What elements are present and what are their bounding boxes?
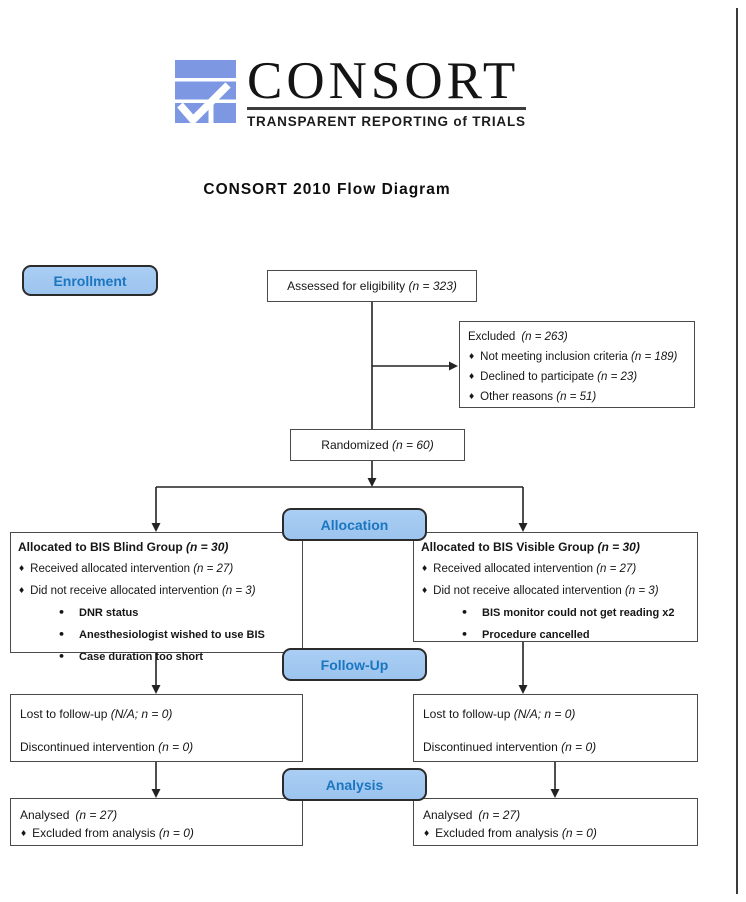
diamond-bullet-icon: ♦: [423, 829, 431, 838]
item-n: (n = 3): [624, 585, 659, 597]
analysis-item: [20, 824, 298, 843]
item-n: (n = 0): [158, 826, 194, 840]
item-n: (n = 27): [193, 563, 234, 575]
page-border: [736, 8, 738, 894]
diamond-bullet-icon: ♦: [468, 352, 476, 361]
stage-label-analysis: Analysis: [282, 768, 427, 801]
diamond-bullet-icon: ♦: [20, 829, 28, 838]
item-n: (n = 3): [221, 585, 256, 597]
followup-line: [20, 705, 298, 724]
assessed-text: Assessed for eligibility: [287, 279, 406, 293]
allocation-box-bis-visible: [413, 532, 698, 642]
group-sub-item: [18, 624, 298, 646]
group-sub-item: [421, 624, 693, 646]
item-n: (n = 0): [561, 826, 597, 840]
dot-bullet-icon: •: [461, 606, 469, 619]
consort-checkmark-icon: [175, 60, 236, 129]
allocation-box-bis-blind: [10, 532, 303, 663]
diamond-bullet-icon: ♦: [421, 586, 429, 595]
group-item: [421, 558, 693, 580]
line-text: Lost to follow-up: [20, 707, 108, 721]
item-text: Not meeting inclusion criteria: [480, 351, 628, 363]
sub-item-text: BIS monitor could not get reading x2: [482, 607, 675, 619]
diamond-bullet-icon: ♦: [468, 392, 476, 401]
item-text: Excluded from analysis: [435, 826, 559, 840]
item-n: (n = 189): [631, 351, 678, 363]
analysis-n: (n = 27): [75, 808, 118, 822]
logo-tagline: TRANSPARENT REPORTING of TRIALS: [247, 114, 526, 129]
excluded-title: Excluded: [468, 331, 516, 343]
analysis-box-left: [10, 798, 303, 846]
item-text: Received allocated intervention: [433, 563, 593, 575]
followup-box-left: [10, 694, 303, 762]
excluded-item: [468, 387, 690, 407]
stage-label-follow-up: Follow-Up: [282, 648, 427, 681]
diamond-bullet-icon: ♦: [468, 372, 476, 381]
dot-bullet-icon: •: [58, 650, 66, 663]
logo-wordmark: CONSORT: [247, 60, 526, 110]
analysis-title: Analysed: [20, 808, 70, 822]
item-text: Other reasons: [480, 391, 554, 403]
dot-bullet-icon: •: [58, 606, 66, 619]
stage-label-enrollment: Enrollment: [22, 265, 158, 296]
line-n: (N/A; n = 0): [513, 707, 576, 721]
analysis-n: (n = 27): [478, 808, 521, 822]
item-n: (n = 23): [597, 371, 638, 383]
group-title-row: [421, 537, 693, 558]
sub-item-text: Case duration too short: [79, 651, 204, 663]
excluded-title-row: [468, 328, 690, 347]
group-title: Allocated to BIS Blind Group: [18, 540, 183, 554]
line-n: (n = 0): [158, 740, 194, 754]
randomized-text: Randomized: [321, 438, 389, 452]
analysis-title-row: [20, 806, 298, 824]
page-title: CONSORT 2010 Flow Diagram: [203, 181, 451, 198]
line-text: Lost to follow-up: [423, 707, 511, 721]
group-title-row: [18, 537, 298, 558]
group-sub-item: [421, 602, 693, 624]
followup-line: [423, 705, 693, 724]
group-item: [18, 558, 298, 580]
diamond-bullet-icon: ♦: [421, 564, 429, 573]
group-n: (n = 30): [186, 540, 229, 554]
assessed-n: (n = 323): [408, 279, 457, 293]
followup-line: [20, 738, 298, 757]
sub-item-text: Procedure cancelled: [482, 629, 590, 641]
item-text: Excluded from analysis: [32, 826, 156, 840]
group-title: Allocated to BIS Visible Group: [421, 540, 595, 554]
line-text: Discontinued intervention: [20, 740, 155, 754]
item-text: Received allocated intervention: [30, 563, 190, 575]
item-text: Declined to participate: [480, 371, 594, 383]
item-n: (n = 51): [556, 391, 597, 403]
line-n: (N/A; n = 0): [110, 707, 173, 721]
stage-label-allocation: Allocation: [282, 508, 427, 541]
group-sub-item: [18, 602, 298, 624]
assessed-box: [267, 270, 477, 302]
excluded-box: [459, 321, 695, 408]
sub-item-text: Anesthesiologist wished to use BIS: [79, 629, 265, 641]
group-item: [421, 580, 693, 602]
excluded-item: [468, 367, 690, 387]
analysis-title-row: [423, 806, 693, 824]
group-n: (n = 30): [597, 540, 640, 554]
analysis-title: Analysed: [423, 808, 473, 822]
randomized-n: (n = 60): [392, 438, 434, 452]
excluded-n: (n = 263): [521, 331, 568, 343]
item-n: (n = 27): [596, 563, 637, 575]
analysis-item: [423, 824, 693, 843]
item-text: Did not receive allocated intervention: [30, 585, 219, 597]
group-item: [18, 580, 298, 602]
randomized-box: [290, 429, 465, 461]
line-text: Discontinued intervention: [423, 740, 558, 754]
dot-bullet-icon: •: [58, 628, 66, 641]
followup-line: [423, 738, 693, 757]
analysis-box-right: [413, 798, 698, 846]
consort-logo: [175, 52, 526, 129]
excluded-item: [468, 347, 690, 367]
diamond-bullet-icon: ♦: [18, 586, 26, 595]
item-text: Did not receive allocated intervention: [433, 585, 622, 597]
diamond-bullet-icon: ♦: [18, 564, 26, 573]
group-sub-item: [18, 646, 298, 668]
dot-bullet-icon: •: [461, 628, 469, 641]
sub-item-text: DNR status: [79, 607, 139, 619]
logo-text: [247, 52, 526, 129]
followup-box-right: [413, 694, 698, 762]
line-n: (n = 0): [561, 740, 597, 754]
